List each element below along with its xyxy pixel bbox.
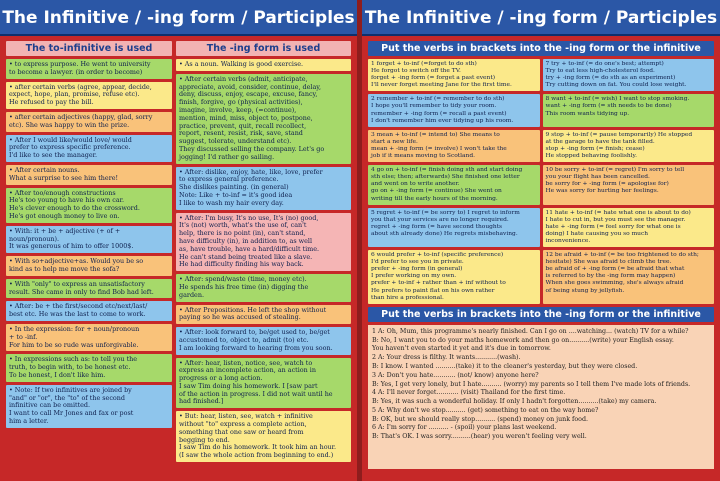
exercise-header: Put the verbs in brackets into the -ing form or the infinitive	[368, 307, 714, 322]
verb-meaning-cell: 3 mean + to-inf (= intend to) She means to start a new life. mean + -ing form (= involve) I won't take the job if it means moving to Scotland.	[368, 130, 540, 162]
verb-meanings-header: Put the verbs in brackets into the -ing form or the infinitive	[368, 41, 714, 56]
to-infinitive-rule-box	[6, 112, 172, 132]
ing-form-rule-text: • After: dislike, enjoy, hate, like, love, prefer to express general preference. She dislikes painting. (in general) Note: Like + to-inf = it's good idea I like to wash my hair every day.	[179, 167, 323, 207]
ing-form-rule-text: • But: hear, listen, see, watch + infinitive without "to" express a complete action, something that one saw or heard from begging to end. I saw Tim do his homework. It took him an hour. (I saw the whole action from beginning to end.)	[179, 412, 337, 460]
to-infinitive-rule-box	[6, 188, 172, 223]
verb-meaning-cell: 1 forget + to-inf (=forget to do sth) He forgot to switch off the TV. forget + -ing form (= forget a past event) I'll never forget meeting Jane for the first time.	[368, 59, 540, 91]
ing-form-rule-text: • After: spend/waste (time, money etc). He spends his free time (in) digging the garden.	[179, 275, 309, 299]
verb-meaning-cell: 11 hate + to-inf (= hate what one is about to do) I hate to cut in, but you must see the manager. hate + -ing form (= feel sorry for what one is doing) I hate causing you so much inconvenience.	[543, 208, 715, 247]
verb-meaning-cell: 12 be afraid + to-inf (= be too frightened to do sth; hesitate) She was afraid to climb the tree. be afraid of + -ing form (= be afraid that what is referred to by the -ing form may happen) When she goes swimming, she's always afraid of being stung by jellyfish.	[543, 250, 715, 304]
verb-meaning-cell: 2 remember + to-inf (= remember to do sth) I hope you'll remember to tidy your room. remember + -ing form (= recall a past event) I don't remember him ever tidying up his room.	[368, 94, 540, 126]
exercise-text: 1 A: Oh, Mum, this programme's nearly finished. Can I go on ....watching... (watch) TV for a while? B: No, I want you to do your maths homework and then go on..........(write) your English essay. You haven't even started it yet and it's due in tomorrow. 2 A: Your dress is filthy. It wants...........(wash). B: I know. I wanted ..........(take) it to the cleaner's yesterday, but they were closed. 3 A: Don't you hate........... (not/ know) anyone here? B: Yes, I get very lonely, but I hate.......... (worry) my parents so I tell them I've made lots of friends. 4 A: I'll never forget........... (visit) Thailand for the first time. B: Yes, it was such a wonderful holiday. If only I hadn't forgotten..........(take) my camera. 5 A: Why don't we stop.......... (get) something to eat on the way home? B: OK, but we should really stop.......... (spend) money on junk food. 6 A: I'm sorry for .......... - (spoil) your plans last weekend. B: That's OK. I was sorry..........(hear) you weren't feeling very well.	[368, 325, 714, 469]
to-infinitive-rule-box	[6, 279, 172, 299]
verb-meaning-cell: 4 go on + to-inf (= finish doing sth and start doing sth else; then; afterwards) She finished one letter and went on to write another. go on + -ing form (= continue) She went on writing till the early hours of the morning.	[368, 165, 540, 204]
to-infinitive-rule-text: • With "only" to express an unsatisfactory result. She came in only to find Bob had left.	[9, 279, 154, 296]
ing-form-column	[176, 41, 351, 475]
ing-form-rule-text: • After: I'm busy, It's no use, It's (no) good, It's (not) worth, what's the use of, can't help, there is no point (in), can't stand, have difficulty (in), in addition to, as well as, have trouble, have a hard/difficult time. He can't stand being treated like a slave. He had difficulty finding his way back.	[179, 213, 320, 269]
to-infinitive-rule-box	[6, 135, 172, 162]
ing-form-rule-box	[176, 59, 351, 71]
verb-meaning-cell: 10 be sorry + to-inf (= regret) I'm sorry to tell you your flight has been cancelled. be sorry for + -ing form (= apologise for) He was sorry for hurting her feelings.	[543, 165, 715, 204]
to-infinitive-column	[6, 41, 172, 475]
to-infinitive-rule-box	[6, 385, 172, 428]
ing-form-rule-box	[176, 167, 351, 210]
to-infinitive-rule-text: • With so+adjective+as. Would you be so kind as to help me move the sofa?	[9, 257, 144, 273]
to-infinitive-rule-text: • after certain adjectives (happy, glad, sorry etc). She was happy to win the prize.	[9, 112, 153, 129]
left-poster-title: The Infinitive / -ing form / Participles	[0, 0, 357, 36]
ing-form-rule-box	[176, 358, 351, 409]
verb-meaning-cell: 6 would prefer + to-inf (specific preference) I'd prefer to see you in private. prefer + -ing form (in general) I prefer working on my own. prefer + to-inf + rather than + inf without to He prefers to paint flat on his own rather than hire a professional.	[368, 250, 540, 304]
ing-form-rule-box	[176, 74, 351, 164]
to-infinitive-header: The to-infinitive is used	[6, 41, 172, 56]
to-infinitive-rule-box	[6, 226, 172, 253]
ing-form-rule-box	[176, 327, 351, 354]
to-infinitive-rule-text: • after certain verbs (agree, appear, decide, expect, hope, plan, promise, refuse etc). He refused to pay the bill.	[9, 82, 152, 107]
ing-form-rule-text: • After certain verbs (admit, anticipate, appreciate, avoid, consider, continue, delay, deny, discuss, enjoy, escape, excuse, fancy, finish, forgive, go (physical activities), imagine, involve, keep, (=continue), mention, mind, miss, object to, postpone, practice, prevent, quit, recall recollect, report, resent, resist, risk, save, stand suggest, tolerate, understand etc). They discussed selling the company. Let's go jogging! I'd rather go sailing.	[179, 74, 325, 161]
left-poster	[0, 0, 357, 481]
ing-form-header: The -ing form is used	[176, 41, 351, 56]
verb-meaning-cell: 7 try + to-inf (= do one's best; attempt) Try to eat less high-cholesterol food. try + -ing form (= do sth as an experiment) Try cutting down on fat. You could lose weight.	[543, 59, 715, 91]
to-infinitive-rule-text: • After I would like/would love/ would prefer to express specific preference. I'd like to see the manager.	[9, 135, 132, 160]
to-infinitive-rule-text: • With: it + be + adjective (+ of + noun/pronoun). It was generous of him to offer 1000$.	[9, 226, 134, 251]
ing-form-rule-text: • After Prepositions. He left the shop without paying so he was accused of stealing.	[179, 305, 327, 322]
right-content	[368, 41, 714, 475]
to-infinitive-rule-text: • to express purpose. He went to university to become a lawyer. (in order to become)	[9, 60, 151, 76]
ing-form-rule-box	[176, 213, 351, 272]
verb-meaning-cell: 9 stop + to-inf (= pause temporarily) He stopped at the garage to have the tank filled. stop + -ing form (= finish; cease) He stopped behaving foolishly.	[543, 130, 715, 162]
verb-meaning-cell: 5 regret + to-inf (= be sorry to) I regret to inform you that your services are no longer required. regret + -ing form (= have second thoughts about sth already done) He regrets misbehaving.	[368, 208, 540, 247]
to-infinitive-rule-text: • Note: If two infinitives are joined by "and" or "or", the "to" of the second infinitive can be omitted. I want to call Mr Jones and fax or post him a letter.	[9, 385, 134, 425]
verb-meaning-cell: 8 want + to-inf (= wish) I want to stop smoking. want + -ing form (= sth needs to be done) This room wants tidying up.	[543, 94, 715, 126]
to-infinitive-rule-box	[6, 59, 172, 79]
ing-form-rule-box	[176, 411, 351, 462]
to-infinitive-rule-text: • After too/enough constructions He's too young to have his own car. He's clever enough to do the crossword. He's got enough money to live on.	[9, 188, 140, 220]
ing-form-rule-text: • After: look forward to, be/get used to, be/get accustomed to, object to, admit (to) etc. I am looking forward to hearing from you soon.	[179, 328, 333, 352]
to-infinitive-rule-box	[6, 324, 172, 351]
to-infinitive-rule-text: • After: be + the first/second etc/next/last/ best etc. He was the last to come to work.	[9, 302, 148, 319]
to-infinitive-rule-text: • In the expression: for + noun/pronoun + to -inf. For him to be so rude was unforgivable.	[9, 324, 140, 349]
to-infinitive-rule-box	[6, 256, 172, 276]
ing-form-rule-text: • After: hear, listen, notice, see, watch to express an incomplete action, an action in progress or a long action. I saw Tim doing his homework. I [saw part of the action in progress. I did not wait until he had finished.]	[179, 358, 333, 406]
to-infinitive-rule-box	[6, 165, 172, 185]
verb-meaning-grid	[368, 59, 714, 304]
to-infinitive-rule-text: • After certain nouns. What a surprise to see him there!	[9, 165, 119, 182]
ing-form-rule-text: • As a noun. Walking is good exercise.	[179, 60, 304, 68]
to-infinitive-rules	[6, 59, 172, 428]
ing-form-rules	[176, 59, 351, 462]
ing-form-rule-box	[176, 274, 351, 301]
right-poster-title: The Infinitive / -ing form / Participles	[362, 0, 720, 36]
to-infinitive-rule-box	[6, 354, 172, 381]
to-infinitive-rule-box	[6, 82, 172, 109]
to-infinitive-rule-box	[6, 301, 172, 321]
right-poster	[362, 0, 720, 481]
to-infinitive-rule-text: • In expressions such as: to tell you the truth, to begin with, to be honest etc. To be honest, I don't like him.	[9, 355, 138, 379]
ing-form-rule-box	[176, 305, 351, 325]
